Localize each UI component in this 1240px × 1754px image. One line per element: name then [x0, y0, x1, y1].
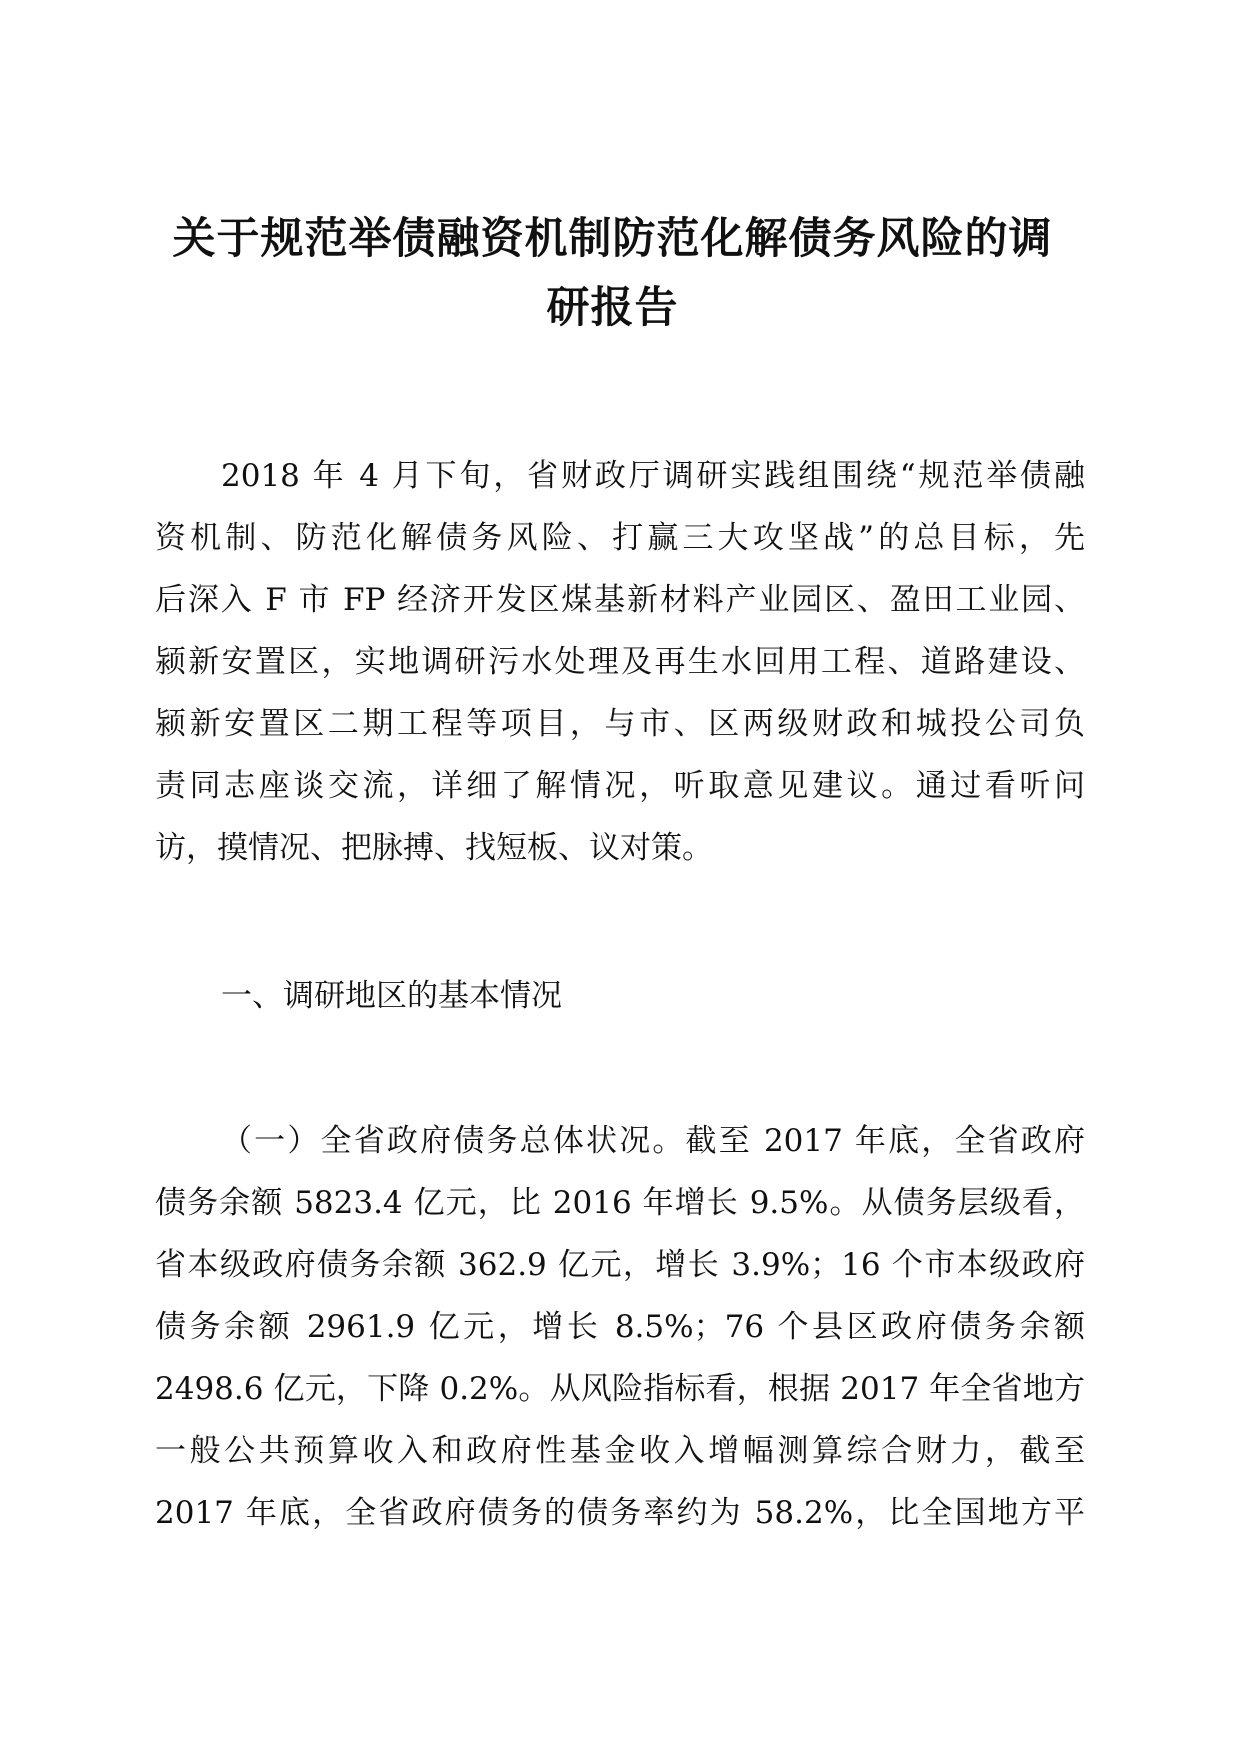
debt-overview-paragraph — [155, 1110, 1085, 1544]
paragraph-line: 访，摸情况、把脉搏、找短板、议对策。 — [155, 830, 713, 866]
paragraph-line: 资机制、防范化解债务风险、打赢三大攻坚战”的总目标，先 — [155, 520, 1085, 556]
section-heading — [155, 965, 1085, 1027]
paragraph-line: 2017 年底，全省政府债务的债务率约为 58.2%，比全国地方平 — [155, 1495, 1085, 1531]
title-line: 关于规范举债融资机制防范化解债务风险的调 — [172, 214, 1053, 264]
section-heading-text: 一、调研地区的基本情况 — [221, 978, 562, 1014]
paragraph-line: 颍新安置区二期工程等项目，与市、区两级财政和城投公司负 — [155, 706, 1085, 742]
paragraph-line: 颍新安置区，实地调研污水处理及再生水回用工程、道路建设、 — [155, 644, 1085, 680]
paragraph-line: 2498.6 亿元，下降 0.2%。从风险指标看，根据 2017 年全省地方 — [155, 1371, 1085, 1407]
document-title — [140, 205, 1085, 343]
paragraph-line: 一般公共预算收入和政府性基金收入增幅测算综合财力，截至 — [155, 1433, 1085, 1469]
title-line: 研报告 — [546, 283, 679, 333]
paragraph-line: 省本级政府债务余额 362.9 亿元，增长 3.9%；16 个市本级政府 — [155, 1247, 1085, 1283]
paragraph-line: 后深入 F 市 FP 经济开发区煤基新材料产业园区、盈田工业园、 — [155, 582, 1085, 618]
paragraph-line: 2018 年 4 月下旬，省财政厅调研实践组围绕“规范举债融 — [221, 458, 1085, 494]
paragraph-line: （一）全省政府债务总体状况。截至 2017 年底，全省政府 — [221, 1123, 1085, 1159]
paragraph-line: 责同志座谈交流，详细了解情况，听取意见建议。通过看听问 — [155, 768, 1085, 804]
paragraph-line: 债务余额 5823.4 亿元，比 2016 年增长 9.5%。从债务层级看， — [155, 1185, 1085, 1221]
intro-paragraph — [155, 445, 1085, 879]
paragraph-line: 债务余额 2961.9 亿元，增长 8.5%；76 个县区政府债务余额 — [155, 1309, 1085, 1345]
